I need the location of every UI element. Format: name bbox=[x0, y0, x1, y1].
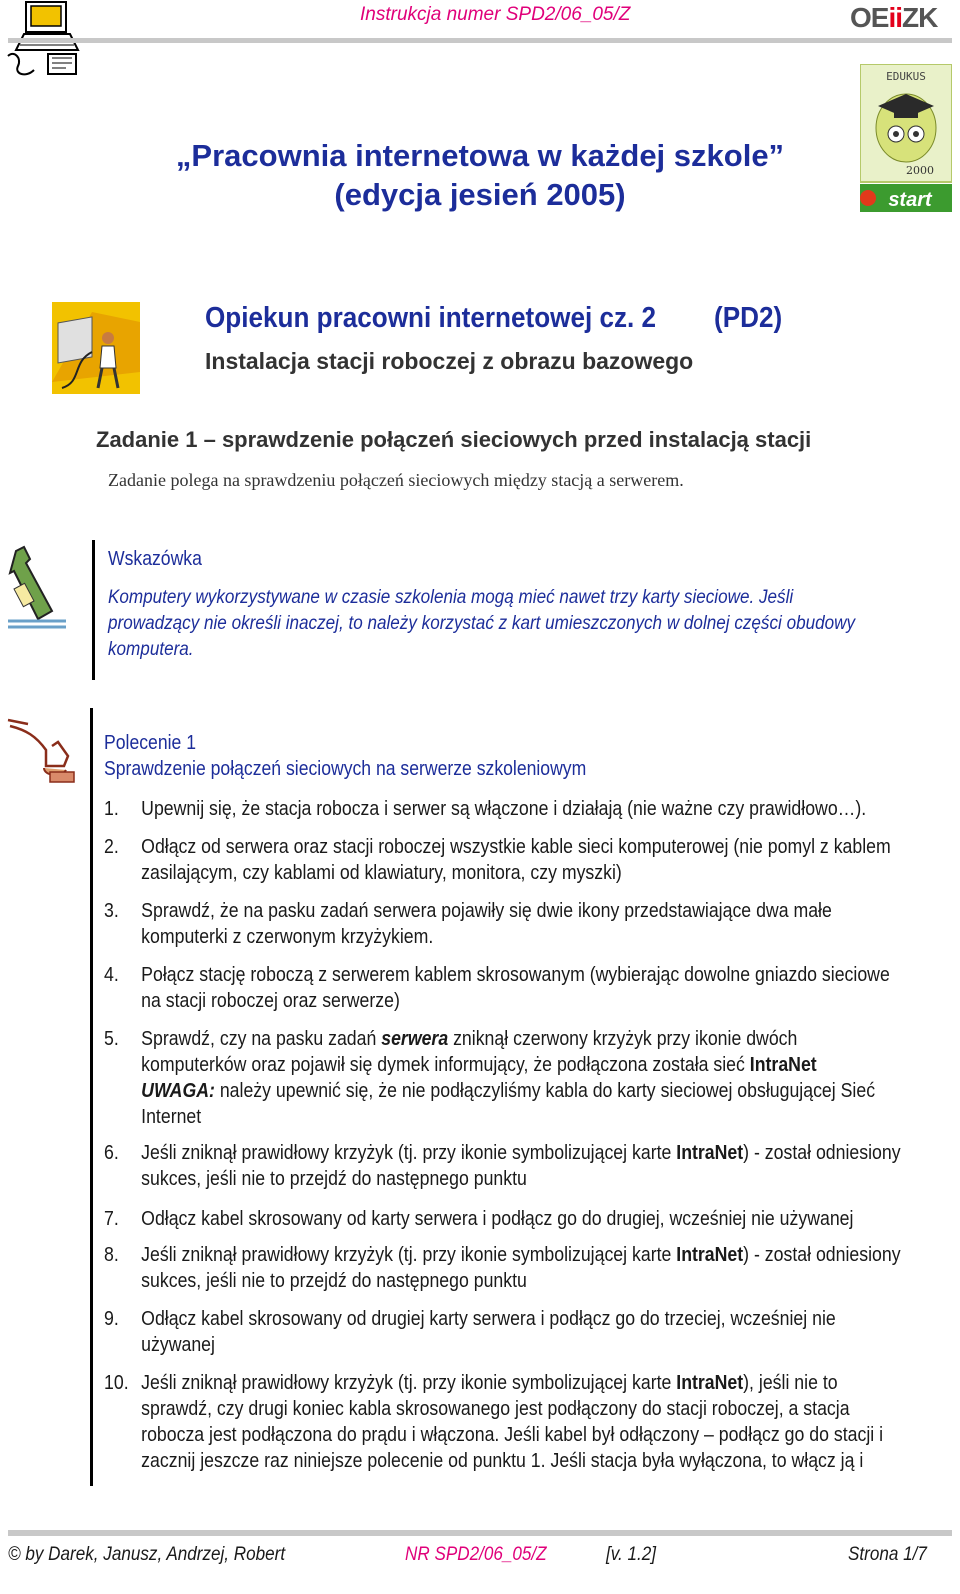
step-item bbox=[104, 898, 918, 950]
command-bar bbox=[90, 708, 93, 1486]
step-number: 7. bbox=[104, 1208, 119, 1230]
step-item bbox=[104, 796, 918, 822]
step-text: ) - bbox=[743, 1142, 765, 1164]
hint-line: Komputery wykorzystywane w czasie szkolenia mogą mieć nawet trzy karty sieciowe. Jeśli bbox=[108, 587, 794, 608]
footer-page-number: Strona 1/7 bbox=[848, 1544, 927, 1565]
footer-doc-number: NR SPD2/06_05/Z bbox=[405, 1544, 547, 1565]
hint-line: prowadzący nie określi inaczej, to należy korzystać z kart umieszczonych w dolnej części obudowy bbox=[108, 613, 856, 634]
step-text: na stacji roboczej oraz serwerze) bbox=[141, 990, 400, 1012]
footer-version: [v. 1.2] bbox=[606, 1544, 657, 1565]
bottle-icon bbox=[6, 545, 68, 631]
step-text: Połącz stację roboczą z serwerem kablem skrosowanym (wybierając dowolne gniazdo sieciowe bbox=[141, 964, 890, 986]
step-text: należy upewnić się, że nie podłączyliśmy kabla do karty sieciowej obsługującej Sieć bbox=[214, 1080, 876, 1102]
header-rule bbox=[8, 38, 952, 43]
command-subtitle: Sprawdzenie połączeń sieciowych na serwerze szkoleniowym bbox=[104, 758, 587, 780]
step-text: Jeśli zniknął prawidłowy krzyżyk (tj. przy ikonie symbolizującej karte bbox=[141, 1142, 677, 1164]
instruction-number: Instrukcja numer SPD2/06_05/Z bbox=[360, 4, 631, 25]
pointing-hand-icon bbox=[6, 716, 76, 786]
step-text: komputerki z czerwonym krzyżykiem. bbox=[141, 926, 434, 948]
step-text: Jeśli zniknął prawidłowy krzyżyk (tj. przy ikonie symbolizującej karte bbox=[141, 1244, 677, 1266]
step-number: 2. bbox=[104, 836, 119, 858]
step-item bbox=[104, 1206, 918, 1232]
task-title: Zadanie 1 – sprawdzenie połączeń sieciowych przed instalacją stacji bbox=[96, 427, 812, 452]
step-text: Jeśli zniknął prawidłowy krzyżyk (tj. przy ikonie symbolizującej karte bbox=[141, 1372, 677, 1394]
step-number: 6. bbox=[104, 1142, 119, 1164]
step-number: 4. bbox=[104, 964, 119, 986]
edukus-text: EDUKUS bbox=[886, 70, 926, 83]
step-text: sukces, jeśli nie to przejdź do następnego punktu bbox=[141, 1168, 527, 1190]
step-text-bold: serwera bbox=[381, 1028, 449, 1050]
step-text-bold: IntraNet bbox=[676, 1142, 744, 1164]
step-text: zacznij jeszcze raz niniejsze polecenie od punktu 1. Jeśli stacja była wyłączona, to włącz ją i bbox=[141, 1450, 864, 1472]
step-text: ) - bbox=[743, 1244, 765, 1266]
step-number: 9. bbox=[104, 1308, 119, 1330]
step-text: zasilającym, czy kablami od klawiatury, monitora, czy myszki) bbox=[141, 862, 622, 884]
step-text: Internet bbox=[141, 1106, 202, 1128]
step-text: robocza jest podłączona do prądu i włączona. Jeśli kabel był odłączony – podłącz go do stacji i bbox=[141, 1424, 884, 1446]
step-text: Sprawdź, że na pasku zadań serwera pojawiły się dwie ikony przedstawiające dwa małe bbox=[141, 900, 832, 922]
step-text: został odniesiony bbox=[764, 1244, 901, 1266]
topic-subtitle: Instalacja stacji roboczej z obrazu bazowego bbox=[205, 348, 694, 374]
hint-line: komputera. bbox=[108, 639, 194, 660]
step-number: 10. bbox=[104, 1372, 129, 1394]
step-number: 5. bbox=[104, 1028, 119, 1050]
step-text: Odłącz kabel skrosowany od drugiej karty serwera i podłącz go do trzeciej, wcześniej nie bbox=[141, 1308, 836, 1330]
edukus-year: 2000 bbox=[906, 164, 934, 177]
step-text-bold: IntraNet bbox=[749, 1054, 817, 1076]
step-item bbox=[104, 1140, 918, 1192]
step-text-bold: IntraNet bbox=[676, 1372, 744, 1394]
step-item bbox=[104, 1306, 918, 1358]
document-title-edition: (edycja jesień 2005) bbox=[334, 177, 626, 212]
start-label: start bbox=[888, 189, 932, 211]
oeiizk-logo: OEiiZK bbox=[850, 2, 938, 33]
step-text: Odłącz kabel skrosowany od karty serwera i podłącz go do drugiej, wcześniej nie używanej bbox=[141, 1208, 854, 1230]
step-text: sprawdź, czy drugi koniec kabla skrosowanego jest podłączony do stacji roboczej, a stacja bbox=[141, 1398, 850, 1420]
step-text: Sprawdź, czy na pasku zadań bbox=[141, 1028, 382, 1050]
step-item bbox=[104, 1026, 918, 1130]
step-text-bold: IntraNet bbox=[676, 1244, 744, 1266]
warning-label: UWAGA: bbox=[141, 1080, 215, 1102]
step-item bbox=[104, 834, 918, 886]
document-title: „Pracownia internetowa w każdej szkole” bbox=[175, 138, 785, 173]
footer-rule bbox=[8, 1530, 952, 1536]
footer-authors: © by Darek, Janusz, Andrzej, Robert bbox=[8, 1544, 286, 1565]
step-text: Upewnij się, że stacja robocza i serwer są włączone i działają (nie ważne czy prawidłowo…). bbox=[141, 798, 867, 820]
command-title: Polecenie 1 bbox=[104, 732, 196, 754]
step-item bbox=[104, 1370, 918, 1474]
presenter-clipart-icon bbox=[52, 302, 140, 394]
step-number: 8. bbox=[104, 1244, 119, 1266]
hint-bar bbox=[92, 540, 95, 680]
step-number: 3. bbox=[104, 900, 119, 922]
step-item bbox=[104, 1242, 918, 1294]
step-number: 1. bbox=[104, 798, 119, 820]
step-text: ), jeśli nie to bbox=[743, 1372, 838, 1394]
step-text: komputerków oraz pojawił się dymek informujący, że podłączona została sieć bbox=[141, 1054, 750, 1076]
task-description: Zadanie polega na sprawdzeniu połączeń sieciowych między stacją a serwerem. bbox=[108, 470, 684, 490]
hint-body bbox=[108, 585, 864, 663]
step-text: zniknął czerwony krzyżyk przy ikonie dwóch bbox=[448, 1028, 798, 1050]
step-item bbox=[104, 962, 918, 1014]
step-text: używanej bbox=[141, 1334, 215, 1356]
course-subtitle: Opiekun pracowni internetowej cz. 2 (PD2) bbox=[205, 302, 783, 334]
step-text: Odłącz od serwera oraz stacji roboczej wszystkie kable sieci komputerowej (nie pomyl z kablem bbox=[141, 836, 891, 858]
hint-title: Wskazówka bbox=[108, 548, 202, 570]
step-text: został odniesiony bbox=[764, 1142, 901, 1164]
step-text: sukces, jeśli nie to przejdź do następnego punktu bbox=[141, 1270, 527, 1292]
